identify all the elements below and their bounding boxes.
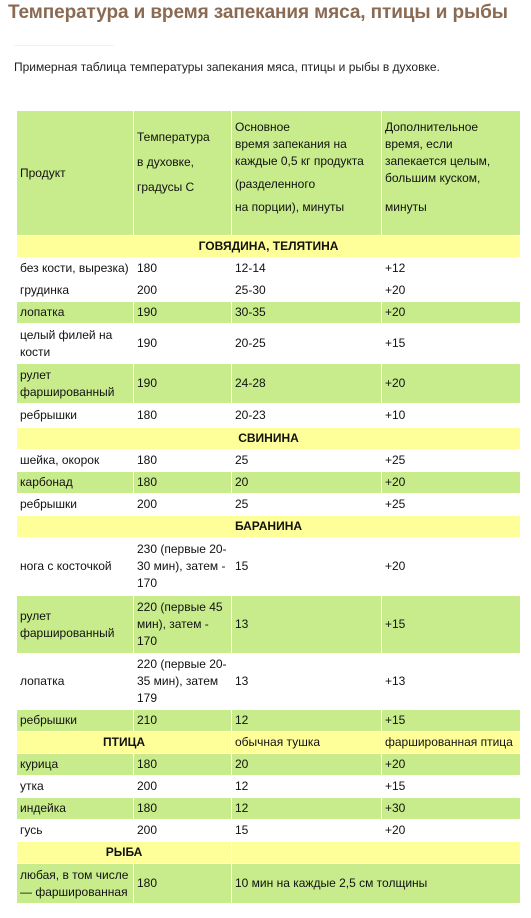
table-row	[17, 820, 521, 842]
cell-product: индейка	[17, 798, 134, 820]
title-divider	[14, 45, 114, 46]
section-title-pork: СВИНИНА	[17, 428, 521, 450]
cell-base-time: 20-25	[232, 324, 382, 364]
cell-product: нога с косточкой	[17, 538, 134, 596]
section-title-lamb: БАРАНИНА	[17, 516, 521, 538]
cell-temperature: 190	[134, 324, 232, 364]
cell-base-time: 25	[232, 494, 382, 516]
section-row-fish	[17, 842, 521, 864]
section-title-fish: РЫБА	[17, 842, 232, 864]
cell-extra-time: +15	[382, 710, 521, 732]
cell-product: гусь	[17, 820, 134, 842]
cell-temperature: 190	[134, 302, 232, 324]
table-row	[17, 864, 521, 904]
table-row	[17, 324, 521, 364]
header-extra-time: Дополнительное время, если запекается целым, большим куском, минуты	[382, 111, 521, 236]
cell-extra-time: +10	[382, 404, 521, 428]
cell-product: утка	[17, 776, 134, 798]
poultry-col-stuffed: фаршированная птица	[382, 732, 521, 754]
cell-product: любая, в том числе — фаршированная	[17, 864, 134, 904]
cell-temperature: 220 (первые 20-35 мин), затем 179	[134, 654, 232, 710]
section-row-pork	[17, 428, 521, 450]
cell-temperature: 190	[134, 364, 232, 404]
cell-extra-time: +20	[382, 302, 521, 324]
cell-product: грудинка	[17, 280, 134, 302]
section-row-beef	[17, 236, 521, 258]
cell-extra-time: +12	[382, 258, 521, 280]
cell-product: ребрышки	[17, 494, 134, 516]
cell-temperature: 200	[134, 494, 232, 516]
cell-extra-time: +20	[382, 820, 521, 842]
cell-base-time: 30-35	[232, 302, 382, 324]
cell-base-time: 13	[232, 596, 382, 654]
table-row	[17, 538, 521, 596]
cell-base-time: 12	[232, 710, 382, 732]
cell-temperature: 220 (первые 45 мин), затем - 170	[134, 596, 232, 654]
table-row	[17, 302, 521, 324]
cell-extra-time: +20	[382, 538, 521, 596]
cell-extra-time: +15	[382, 324, 521, 364]
cell-product: рулет фаршированный	[17, 596, 134, 654]
cell-base-time: 20-23	[232, 404, 382, 428]
header-product: Продукт	[17, 111, 134, 236]
cell-base-time: 20	[232, 754, 382, 776]
cell-extra-time: +30	[382, 798, 521, 820]
table-row	[17, 776, 521, 798]
cell-product: лопатка	[17, 654, 134, 710]
section-title-poultry: ПТИЦА	[17, 732, 232, 754]
cell-base-time: 25-30	[232, 280, 382, 302]
header-temperature: Температура в духовке, градусы С	[134, 111, 232, 236]
table-row	[17, 258, 521, 280]
cell-product: без кости, вырезка)	[17, 258, 134, 280]
baking-table	[16, 110, 521, 904]
cell-temperature: 180	[134, 864, 232, 904]
cell-base-time: 25	[232, 450, 382, 472]
cell-base-time: 12-14	[232, 258, 382, 280]
cell-temperature: 200	[134, 280, 232, 302]
table-row	[17, 280, 521, 302]
cell-base-time: 20	[232, 472, 382, 494]
cell-base-time: 13	[232, 654, 382, 710]
table-row	[17, 450, 521, 472]
cell-product: ребрышки	[17, 404, 134, 428]
cell-product: ребрышки	[17, 710, 134, 732]
table-row	[17, 494, 521, 516]
cell-product: рулет фаршированный	[17, 364, 134, 404]
cell-temperature: 230 (первые 20-30 мин), затем - 170	[134, 538, 232, 596]
cell-product: шейка, окорок	[17, 450, 134, 472]
cell-product: лопатка	[17, 302, 134, 324]
section-title-beef: ГОВЯДИНА, ТЕЛЯТИНА	[17, 236, 521, 258]
cell-base-time: 15	[232, 820, 382, 842]
cell-temperature: 200	[134, 820, 232, 842]
cell-extra-time: +20	[382, 364, 521, 404]
cell-base-time: 10 мин на каждые 2,5 см толщины	[232, 864, 521, 904]
cell-base-time: 12	[232, 798, 382, 820]
intro-text: Примерная таблица температуры запекания мяса, птицы и рыбы в духовке.	[14, 60, 440, 74]
table-row	[17, 710, 521, 732]
cell-product: курица	[17, 754, 134, 776]
table-row	[17, 754, 521, 776]
table-header-row	[17, 111, 521, 236]
cell-temperature: 180	[134, 404, 232, 428]
section-row-lamb	[17, 516, 521, 538]
cell-extra-time: +20	[382, 754, 521, 776]
cell-base-time: 15	[232, 538, 382, 596]
cell-base-time: 24-28	[232, 364, 382, 404]
cell-extra-time: +20	[382, 280, 521, 302]
header-base-time: Основное время запекания на каждые 0,5 кг продукта (разделенного на порции), минуты	[232, 111, 382, 236]
section-row-poultry	[17, 732, 521, 754]
table-row	[17, 654, 521, 710]
cell-extra-time: +15	[382, 776, 521, 798]
cell-temperature: 180	[134, 258, 232, 280]
table-row	[17, 364, 521, 404]
table-row	[17, 472, 521, 494]
cell-product: целый филей на кости	[17, 324, 134, 364]
table-row	[17, 404, 521, 428]
poultry-col-normal: обычная тушка	[232, 732, 382, 754]
page-title: Температура и время запекания мяса, птицы и рыбы	[8, 2, 508, 23]
cell-temperature: 180	[134, 754, 232, 776]
cell-temperature: 180	[134, 798, 232, 820]
cell-product: карбонад	[17, 472, 134, 494]
section-fish-blank	[232, 842, 521, 864]
cell-base-time: 12	[232, 776, 382, 798]
cell-temperature: 180	[134, 450, 232, 472]
cell-extra-time: +20	[382, 472, 521, 494]
cell-extra-time: +15	[382, 596, 521, 654]
cell-extra-time: +25	[382, 450, 521, 472]
cell-temperature: 200	[134, 776, 232, 798]
cell-extra-time: +13	[382, 654, 521, 710]
table-row	[17, 596, 521, 654]
cell-temperature: 210	[134, 710, 232, 732]
cell-temperature: 180	[134, 472, 232, 494]
table-row	[17, 798, 521, 820]
cell-extra-time: +25	[382, 494, 521, 516]
